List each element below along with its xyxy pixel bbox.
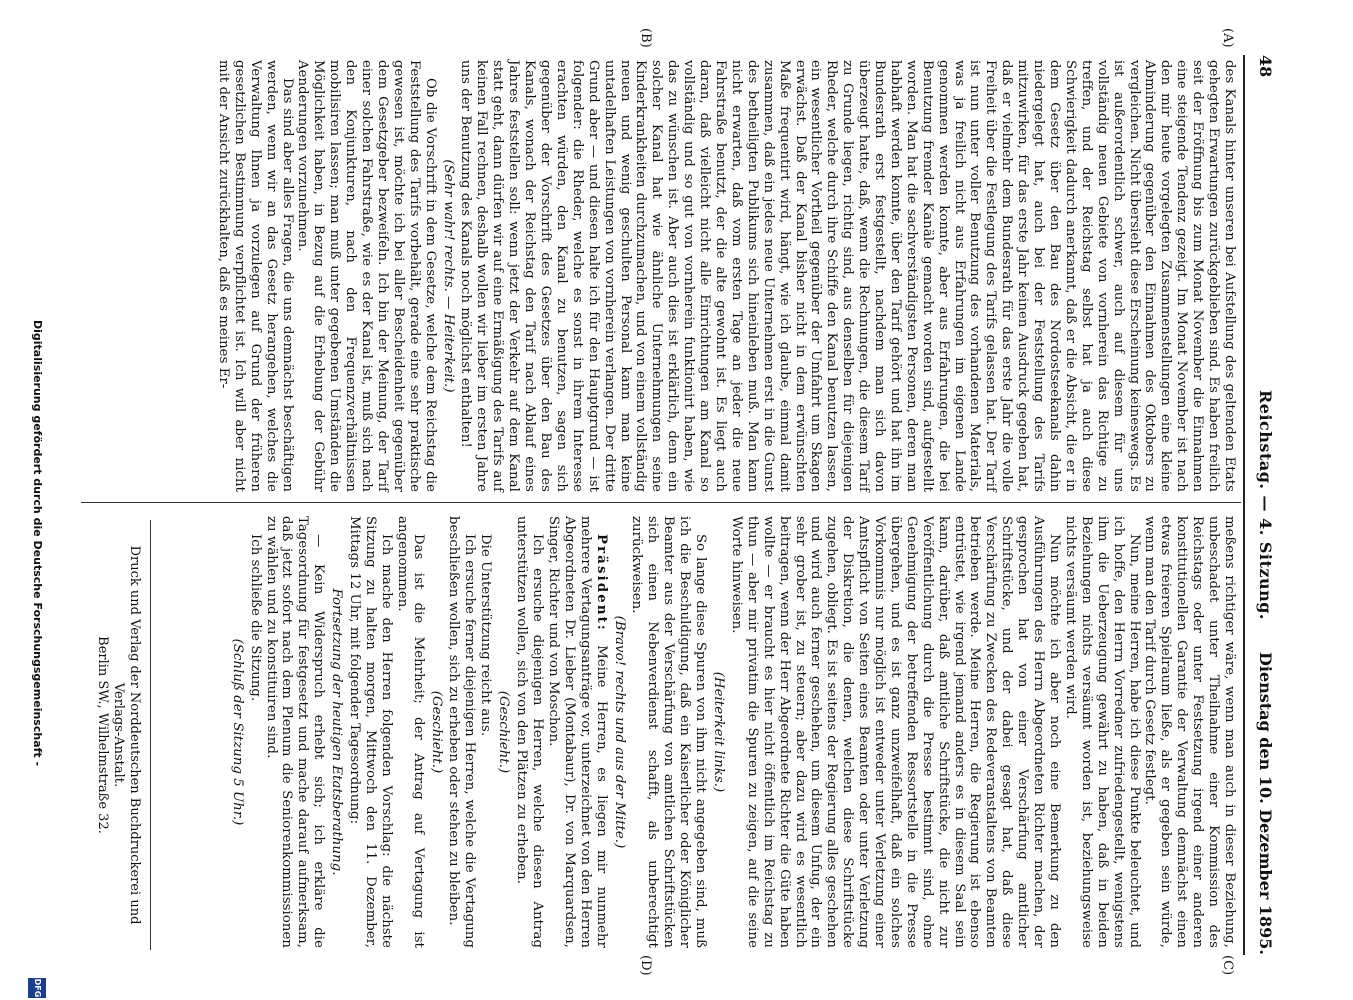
left-column [215, 60, 1237, 492]
margin-mark-c: (C) [1220, 955, 1235, 976]
speaker-label: Präsident: [593, 534, 609, 633]
paragraph [545, 516, 609, 948]
speech-text: Meine Herren, es liegen mir nunmehr mehrere Vertagungsanträge vor, unterzeichnet von den Herren Abgeordneten Dr. Lieber (Montabaur), Dr. von Marquardsen, Singer, Richter und von Moschon. [545, 516, 609, 948]
margin-mark-d: (D) [638, 955, 653, 976]
margin-mark-a: (A) [1220, 28, 1235, 48]
running-title: Reichstag. — 4. Sitzung. [1256, 390, 1275, 620]
paragraph: Ich schließe die Sitzung. [247, 534, 263, 702]
margin-mark-b: (B) [638, 28, 653, 48]
right-column [227, 516, 1237, 948]
paragraph: Nun möchte ich aber noch eine Bemerkung zu den Ausführungen des Herrn Abgeordneten Richter machen, der gesprochen hat von einer Verschärfung amtlicher Schriftstücke, und der dabei gesagt hat, daß diese Verschärfung zu Zwecken des Redeveranstaltens von Beamten betrieben werde. Meine Herren, die Regierung ist ebenso entrüstet, wie irgend jemand anders es in diesem Saal sein kann, darüber, daß amtliche Schriftstücke, die nicht zur Veröffentlichung durch die Presse bestimmt sind, ohne Genehmigung der betreffenden Ressortstelle in die Presse übergehen, und es ist ganz unzweifelhaft, daß ein solches Vorkommnis nur möglich ist entweder unter Verletzung einer Amtspflicht von Seiten eines Beamten oder unter Verletzung der Diskretion, die denen, welchen diese Schriftstücke zugehen, obliegt. Es ist seitens der Regierung alles geschehen und wird auch ferner geschehen, um diesem Unfug, der ein sehr grober ist, zu steuern; aber dazu wird es wesentlich beitragen, wenn der Herr Abgeordnete Richter die Güte haben wollte — er braucht es hier nicht öffentlich im Reichstag zu thun — aber mir privatim die Spuren zu zeigen, auf die seine Worte hinweisen. [728, 516, 1063, 948]
imprint-rule [150, 520, 151, 950]
interjection: (Geschieht.) [496, 690, 512, 774]
paragraph: des Kanals hinter unseren bei Aufstellung des geltenden Etats gehegten Erwartungen zurückgeblieben sind. Es haben freilich seit der Eröffnung bis zum Monat November die Einnahmen eine steigende Tendenz gezeigt. Im Monat November ist nach den mir heute vorgelegten Zusammenstellungen eine kleine Abminderung gegenüber den Einnahmen des Oktobers zu vergleichen. Nicht übersieht diese Erscheinung keineswegs. Es ist außerordentlich schwer, auch auf diesem für uns vollständig neuen Gebiete von vornherein das Richtige zu treffen, und der Reichstag selbst hat ja auch diese Schwierigkeit dadurch anerkannt, daß er die Absicht, die er in dem Gesetz über den Bau des Nordostseekanals dahin niedergelegt hat, auch bei der Feststellung des Tarifs mitzuwirken, für das erste Jahr keinen Ausdruck gegeben hat, daß er vielmehr dem Bundesrath für das erste Jahr die volle Freiheit über die Festlegung des Tarifs gelassen hat. Der Tarif ist nun unter voller Benutzung des vorhandenen Materials, was ja freilich nicht aus Erfahrungen im eigenen Lande genommen werden konnte, aber aus Erfahrungen, die bei Benutzung fremder Kanäle gemacht worden sind, aufgestellt worden. Man hat die sachverständigsten Personen, deren man habhaft werden konnte, über den Tarif gehört und hat ihn im Bundesrath erst festgestellt, nachdem man sich davon überzeugt hatte, daß, wenn die Rechnungen, die diesem Tarif zu Grunde liegen, richtig sind, aus denselben für diejenigen Rheder, welche durch ihre Schiffe den Kanal benutzen lassen, ein wesentlicher Vortheil gegenüber der Umfahrt um Skagen erwächst. Daß der Kanal bisher nicht in dem erwünschten Maße frequentirt wird, hängt, wie ich glaube, einmal damit zusammen, daß ein jedes neue Unternehmen erst in die Gunst des betheiligten Publikums sich hineinleben muß. Man kann nicht erwarten, daß vom ersten Tage an jeder die neue Fahrstraße benutzt, der die alte gewohnt ist. Es liegt auch daran, daß vielleicht nicht alle Einrichtungen am Kanal so vollständig und so gut von vornherein funktionirt haben, wie das zu wünschen ist. Aber auch dies ist erklärlich, denn ein solcher Kanal hat wie ähnliche Unternehmungen seine Kinderkrankheiten durchzumachen, und von einem vollständig neuen und wenig geschulten Personal kann man keine untadelhaften Leistungen von vornherein verlangen. Der dritte Grund aber — und diesen halte ich für den Hauptgrund — ist folgender: die Rheder, welche es sonst in ihrem Interesse erachten würden, den Kanal zu benutzen, sagen sich gegenüber der Vorschrift des Gesetzes über den Bau des Kanals, wonach der Reichstag den Tarif nach Ablauf eines Jahres feststellen soll: wenn jetzt der Verkehr auf dem Kanal statt geht, dann dürfen wir auf eine Ermäßigung des Tarifs auf keinen Fall rechnen, deshalb wollen wir lieber im ersten Jahre uns der Benutzung des Kanals noch möglichst enthalten! [458, 60, 1237, 492]
page-header [1245, 55, 1275, 955]
imprint-line-2: Berlin SW., Wilhelmstraße 32. [95, 636, 110, 834]
imprint [94, 520, 151, 950]
sitting-date: Dienstag den 10. Dezember 1895. [1256, 652, 1275, 955]
funding-note-text: Digitalisierung gefördert durch die Deutsche Forschungsgemeinschaft - [31, 320, 44, 767]
interjection: (Bravo! rechts und aus der Mitte.) [611, 615, 627, 849]
imprint-line-1: Druck und Verlag der Norddeutschen Buchdruckerei und Verlags-Anstalt. [111, 545, 142, 925]
paragraph: So lange diese Spuren von ihm nicht angegeben sind, muß ich die Beschuldigung, daß ein Kaiserlicher oder Königlicher Beamter aus der Verschärfung von amtlichen Schriftstücken sich einen Nebenverdienst schafft, als unberechtigt zurückweisen. [629, 516, 709, 948]
interjection: (Geschieht.) [428, 690, 444, 774]
paragraph: Das ist die Mehrheit; der Antrag auf Vertagung ist angenommen. [394, 516, 426, 948]
interjection: (Heiterkeit links.) [711, 671, 726, 793]
paragraph: Das sind aber alles Fragen, die uns demnächst beschäftigen werden, wenn wir an das Gesetz herangehen, welches die Verwaltung Ihnen ja vorzulegen auf Grund der früheren gesetzlichen Bestimmung verpflichtet ist. Ich will aber nicht mit der Ansicht zurückhalten, daß es meines Er- [215, 60, 295, 492]
interjection: (Sehr wahr! rechts. — Heiterkeit.) [440, 159, 456, 393]
paragraph: Ich ersuche diejenigen Herren, welche diesen Antrag unterstützen wollen, sich von den Plätzen zu erheben. [514, 516, 546, 948]
page-number: 48 [1256, 55, 1275, 78]
paragraph: — Kein Widerspruch erhebt sich; ich erkläre die Tagesordnung für festgesetzt und mache darauf aufmerksam, daß jetzt sofort nach dem Plenum die Seniorenkommissionen zu wählen und zu konstituiren sind. [263, 516, 327, 948]
agenda-item: Fortsetzung der heutigen Etatsberathung. [329, 588, 345, 876]
closing-note: (Schluß der Sitzung 5 Uhr.) [229, 638, 245, 826]
paragraph: Ob die Vorschrift in dem Gesetze, welche dem Reichstag die Feststellung des Tarifs vorbehält, gerade eine sehr praktische gewesen ist, möchte ich bei aller Bescheidenheit gegenüber dem Gesetzgeber bezweifeln. Ich bin der Meinung, der Tarif einer solchen Fahrstraße, wie es der Kanal ist, muß sich nach den Konjunkturen, nach den Frequenzverhältnissen mobilisiren lassen; man muß unter gegebenen Umständen die Möglichkeit haben, in Bezug auf die Erhebung der Gebühr Aenderungen vorzunehmen. [295, 60, 438, 492]
paragraph: Nun, meine Herren, habe ich diese Punkte beleuchtet, und ich hoffe, den Herrn Vorredner zufriedengestellt, wenigstens ihm die Ueberzeugung gewährt zu haben, daß in beiden Beziehungen nichts versäumt worden ist, beziehungsweise nichts versäumt werden wird. [1062, 516, 1142, 948]
column-divider [81, 502, 1241, 503]
paragraph: Ich mache den Herren folgenden Vorschlag: die nächste Sitzung zu halten morgen, Mittwoch den 11. Dezember, Mittags 12 Uhr, mit folgender Tagesordnung: [347, 516, 394, 948]
digitization-note [22, 0, 50, 1000]
paragraph: meßens richtiger wäre, wenn man auch in dieser Beziehung, unbeschadet unter Theilnahme einer Kommission des Reichstags oder unter Festsetzung irgend einer anderen konstitutionellen Garantie der Verwaltung demnächst einen etwas freieren Spielraum ließe, als er gegeben sein würde, wenn man den Tarif durch Gesetz festlegt. [1142, 516, 1237, 948]
dfg-logo: DFG [28, 978, 46, 998]
paragraph: Die Unterstützung reicht aus. [478, 534, 494, 737]
header-rule [1243, 55, 1245, 955]
paragraph: Ich ersuche ferner diejenigen Herren, welche die Vertagung beschließen wollen, sich zu erheben oder stehen zu bleiben. [446, 516, 478, 948]
